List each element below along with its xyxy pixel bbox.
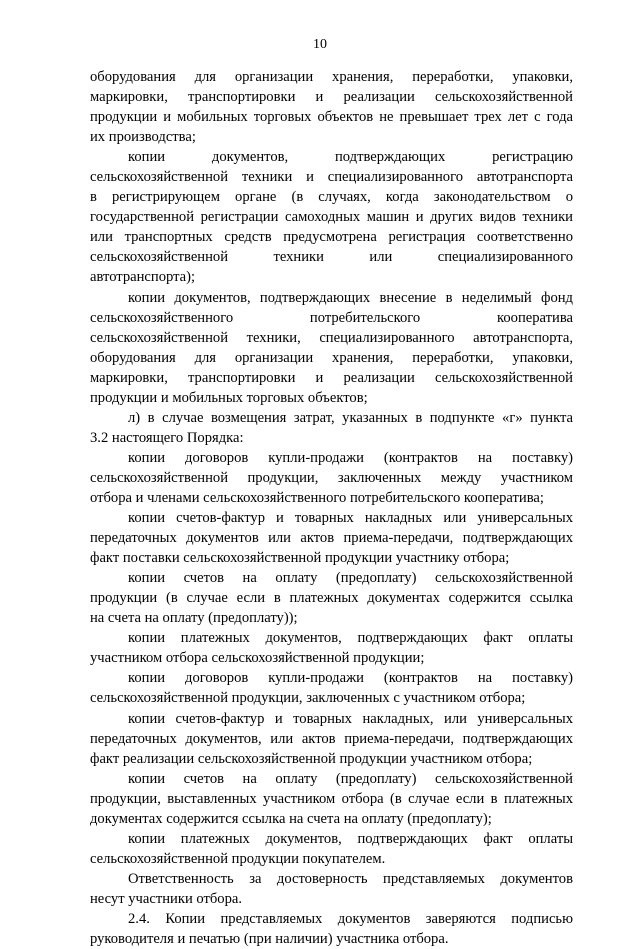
text-line: копии счетов на оплату (предоплату) сельскохозяйственной bbox=[128, 570, 573, 587]
paragraph bbox=[90, 448, 573, 508]
text-line: сельскохозяйственной продукции покупателем. bbox=[90, 850, 386, 867]
text-line: участником отбора сельскохозяйственной продукции; bbox=[90, 650, 425, 667]
text-line: передаточных документов, или актов приема-передачи, подтверждающих bbox=[90, 730, 573, 747]
text-line: сельскохозяйственной продукции, заключенных между участником bbox=[90, 469, 573, 486]
text-line: сельскохозяйственной продукции, заключенных с участником отбора; bbox=[90, 690, 526, 707]
text-line: Ответственность за достоверность представляемых документов bbox=[128, 870, 573, 887]
paragraph bbox=[90, 147, 573, 287]
text-line: копии счетов на оплату (предоплату) сельскохозяйственной bbox=[128, 770, 573, 787]
text-line: автотранспорта); bbox=[90, 269, 196, 286]
text-line: маркировки, транспортировки и реализации сельскохозяйственной bbox=[90, 89, 573, 106]
text-line: копии платежных документов, подтверждающих факт оплаты bbox=[128, 830, 573, 847]
text-line: в регистрирующем органе (в случаях, когда законодательством о bbox=[90, 189, 573, 206]
paragraph bbox=[90, 568, 573, 628]
text-line: продукции и мобильных торговых объектов; bbox=[90, 389, 368, 406]
text-line: государственной регистрации самоходных машин и других видов техники bbox=[90, 209, 573, 226]
text-line: документах содержится ссылка на счета на оплату (предоплату); bbox=[90, 810, 492, 827]
text-line: оборудования для организации хранения, переработки, упаковки, bbox=[90, 69, 573, 85]
text-line: копии счетов-фактур и товарных накладных, или универсальных bbox=[128, 710, 573, 727]
text-line: руководителя и печатью (при наличии) участника отбора. bbox=[90, 931, 449, 948]
text-line: копии платежных документов, подтверждающих факт оплаты bbox=[128, 630, 573, 647]
text-line: копии документов, подтверждающих регистрацию bbox=[128, 149, 573, 166]
paragraph bbox=[90, 67, 573, 147]
text-line: копии документов, подтверждающих внесение в неделимый фонд bbox=[128, 289, 573, 306]
text-line: копии счетов-фактур и товарных накладных или универсальных bbox=[128, 510, 573, 527]
text-line: л) в случае возмещения затрат, указанных в подпункте «г» пункта bbox=[128, 409, 573, 426]
text-line: 2.4. Копии представляемых документов заверяются подписью bbox=[128, 910, 573, 927]
text-line: маркировки, транспортировки и реализации сельскохозяйственной bbox=[90, 369, 573, 386]
text-line: сельскохозяйственного потребительского кооператива bbox=[90, 309, 573, 326]
text-line: копии договоров купли-продажи (контрактов на поставку) bbox=[128, 449, 573, 466]
text-line: сельскохозяйственной техники или специализированного bbox=[90, 249, 573, 266]
paragraph bbox=[90, 829, 573, 869]
paragraph bbox=[90, 869, 573, 909]
text-line: продукции и мобильных торговых объектов не превышает трех лет с года bbox=[90, 109, 573, 126]
paragraph bbox=[90, 628, 573, 668]
text-line: или транспортных средств предусмотрена регистрация соответственно bbox=[90, 229, 573, 246]
paragraph bbox=[90, 709, 573, 769]
text-line: 3.2 настоящего Порядка: bbox=[90, 429, 244, 446]
page-number: 10 bbox=[313, 37, 327, 52]
text-line: продукции (в случае если в платежных документах содержится ссылка bbox=[90, 590, 573, 607]
text-line: факт поставки сельскохозяйственной продукции участнику отбора; bbox=[90, 550, 510, 567]
paragraph bbox=[90, 668, 573, 708]
text-line: несут участники отбора. bbox=[90, 890, 243, 907]
text-line: отбора и членами сельскохозяйственного потребительского кооператива; bbox=[90, 489, 544, 506]
text-line: на счета на оплату (предоплату)); bbox=[90, 610, 298, 627]
paragraph bbox=[90, 408, 573, 448]
text-line: факт реализации сельскохозяйственной продукции участником отбора; bbox=[90, 750, 533, 767]
text-line: оборудования для организации хранения, переработки, упаковки, bbox=[90, 349, 573, 366]
paragraph bbox=[90, 909, 573, 949]
text-line: передаточных документов или актов приема-передачи, подтверждающих bbox=[90, 530, 573, 547]
text-line: копии договоров купли-продажи (контрактов на поставку) bbox=[128, 670, 573, 687]
text-line: продукции, выставленных участником отбора (в случае если в платежных bbox=[90, 790, 573, 807]
paragraph bbox=[90, 288, 573, 408]
paragraph bbox=[90, 769, 573, 829]
text-line: их производства; bbox=[90, 129, 196, 146]
text-line: сельскохозяйственной техники и специализированного автотранспорта bbox=[90, 169, 573, 186]
paragraph bbox=[90, 508, 573, 568]
text-line: сельскохозяйственной техники, специализированного автотранспорта, bbox=[90, 329, 573, 346]
document-body bbox=[90, 67, 573, 949]
